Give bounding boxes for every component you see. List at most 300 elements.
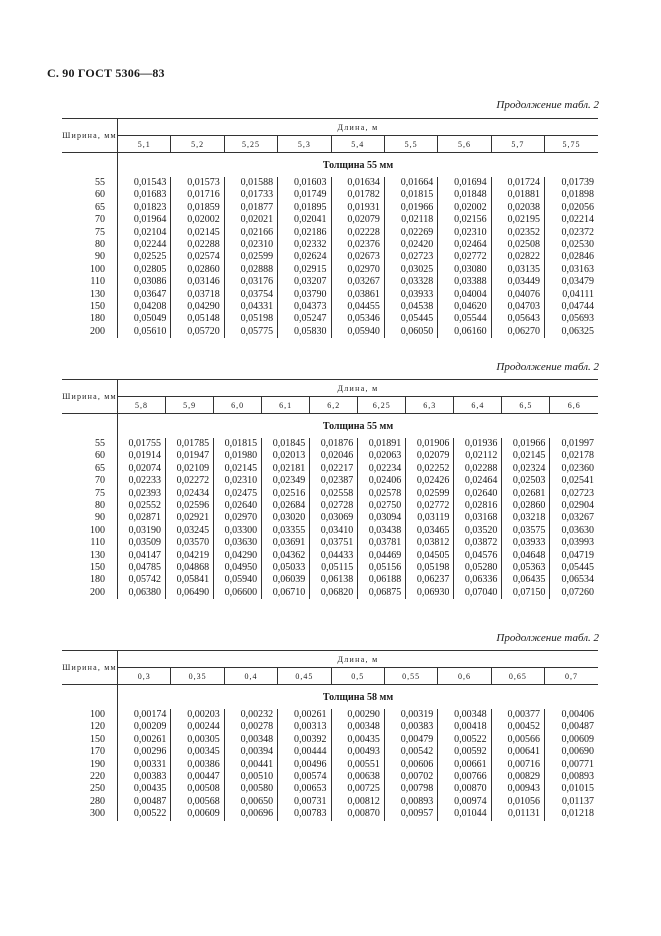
volume-cell: 0,06380 <box>128 586 162 598</box>
volume-cell: 0,00377 <box>491 709 544 721</box>
volume-cell: 0,02426 <box>406 475 454 487</box>
table-row <box>62 734 598 746</box>
volume-cell: 0,05198 <box>224 313 277 325</box>
volume-cell: 0,01881 <box>491 189 544 201</box>
width-cell: 55 <box>62 177 118 189</box>
volume-cell: 0,02244 <box>133 239 167 251</box>
width-cell: 70 <box>62 475 118 487</box>
volume-cell: 0,04147 <box>128 549 162 561</box>
length-value: 6,6 <box>550 397 598 414</box>
width-header: Ширина, мм <box>62 119 118 153</box>
volume-cell: 0,05940 <box>331 326 384 338</box>
volume-cell: 0,02079 <box>406 450 454 462</box>
volume-cell: 0,02475 <box>214 488 262 500</box>
length-header: Длина, м <box>118 380 599 397</box>
volume-cell: 0,00771 <box>545 759 599 771</box>
length-value: 5,1 <box>118 136 171 153</box>
width-cell: 200 <box>62 587 118 599</box>
volume-cell: 0,00444 <box>278 746 331 758</box>
volume-cell: 0,01218 <box>545 808 599 820</box>
length-value: 0,35 <box>171 668 224 685</box>
volume-cell: 0,06050 <box>384 326 437 338</box>
volume-cell: 0,07150 <box>502 587 550 599</box>
volume-cell: 0,00203 <box>171 709 224 721</box>
volume-cell: 0,03993 <box>550 537 598 549</box>
width-cell: 280 <box>62 796 118 808</box>
volume-cell: 0,02332 <box>278 239 331 251</box>
volume-cell: 0,01749 <box>278 189 331 201</box>
volume-cell: 0,03872 <box>454 537 502 549</box>
continuation-label-3: Продолжение табл. 2 <box>496 632 599 644</box>
volume-cell: 0,06600 <box>214 587 262 599</box>
volume-cell: 0,02578 <box>358 488 406 500</box>
volume-cell: 0,00348 <box>224 734 277 746</box>
volume-cell: 0,03933 <box>502 537 550 549</box>
width-cell: 300 <box>62 808 118 820</box>
length-value: 0,65 <box>491 668 544 685</box>
volume-cell: 0,02214 <box>545 214 599 226</box>
volume-cell: 0,03355 <box>262 525 310 537</box>
volume-cell: 0,03388 <box>438 276 491 288</box>
volume-cell: 0,02541 <box>550 475 598 487</box>
length-values-row <box>62 668 598 685</box>
volume-cell: 0,02530 <box>545 239 599 251</box>
volume-cell: 0,00974 <box>438 796 491 808</box>
volume-cell: 0,01634 <box>331 177 384 189</box>
volume-cell: 0,02372 <box>545 227 599 239</box>
volume-cell: 0,03509 <box>128 537 162 549</box>
width-cell: 110 <box>62 537 118 549</box>
volume-cell: 0,03812 <box>406 537 454 549</box>
width-cell: 60 <box>62 189 118 201</box>
table-row <box>62 796 598 808</box>
table-row <box>62 759 598 771</box>
volume-cell: 0,04703 <box>491 301 544 313</box>
volume-cell: 0,00487 <box>545 721 599 733</box>
volume-cell: 0,00766 <box>438 771 491 783</box>
volume-cell: 0,03190 <box>128 524 162 536</box>
volume-cell: 0,00313 <box>278 721 331 733</box>
width-cell: 180 <box>62 574 118 586</box>
length-value: 0,45 <box>278 668 331 685</box>
volume-cell: 0,06039 <box>262 574 310 586</box>
volume-cell: 0,06270 <box>491 326 544 338</box>
volume-cell: 0,02063 <box>358 450 406 462</box>
volume-cell: 0,00702 <box>384 771 437 783</box>
volume-cell: 0,02624 <box>278 251 331 263</box>
volume-cell: 0,02723 <box>384 251 437 263</box>
width-cell: 70 <box>62 214 118 226</box>
volume-cell: 0,07260 <box>550 587 598 599</box>
volume-cell: 0,02041 <box>278 214 331 226</box>
width-cell: 90 <box>62 251 118 263</box>
width-cell: 100 <box>62 264 118 276</box>
table-row <box>62 289 598 301</box>
volume-cell: 0,02387 <box>310 475 358 487</box>
length-value: 6,0 <box>214 397 262 414</box>
volume-cell: 0,03570 <box>166 537 214 549</box>
volume-cell: 0,02013 <box>262 450 310 462</box>
volume-cell: 0,05247 <box>278 313 331 325</box>
length-value: 5,6 <box>438 136 491 153</box>
volume-cell: 0,03933 <box>384 289 437 301</box>
volume-cell: 0,02640 <box>214 500 262 512</box>
volume-cell: 0,05156 <box>358 562 406 574</box>
volume-cell: 0,03020 <box>262 512 310 524</box>
volume-cell: 0,02805 <box>133 263 167 275</box>
volume-cell: 0,01964 <box>133 214 167 226</box>
thickness-label: Толщина 55 мм <box>322 420 394 432</box>
volume-cell: 0,00496 <box>278 759 331 771</box>
volume-cell: 0,04208 <box>133 301 167 313</box>
length-value: 0,55 <box>384 668 437 685</box>
volume-cell: 0,03781 <box>358 537 406 549</box>
volume-cell: 0,05445 <box>384 313 437 325</box>
volume-cell: 0,05445 <box>550 562 598 574</box>
volume-cell: 0,02599 <box>224 251 277 263</box>
volume-cell: 0,00893 <box>545 771 599 783</box>
volume-cell: 0,01859 <box>171 202 224 214</box>
length-value: 5,7 <box>491 136 544 153</box>
volume-cell: 0,04219 <box>166 550 214 562</box>
width-cell: 250 <box>62 783 118 795</box>
volume-cell: 0,02186 <box>278 227 331 239</box>
volume-cell: 0,02310 <box>224 239 277 251</box>
volume-cell: 0,05115 <box>310 562 358 574</box>
volume-cell: 0,00479 <box>384 734 437 746</box>
width-header: Ширина, мм <box>62 651 118 685</box>
volume-cell: 0,05280 <box>454 562 502 574</box>
volume-cell: 0,02145 <box>171 227 224 239</box>
volume-cell: 0,01543 <box>133 177 167 188</box>
width-cell: 90 <box>62 512 118 524</box>
length-value: 6,3 <box>406 397 454 414</box>
volume-cell: 0,02822 <box>491 251 544 263</box>
volume-cell: 0,05363 <box>502 562 550 574</box>
volume-cell: 0,01137 <box>545 796 599 808</box>
volume-cell: 0,05830 <box>278 326 331 338</box>
volume-cell: 0,00296 <box>133 746 167 758</box>
volume-cell: 0,00870 <box>331 808 384 820</box>
volume-cell: 0,00174 <box>133 709 167 720</box>
volume-cell: 0,02860 <box>502 500 550 512</box>
table-row <box>62 512 598 524</box>
table-row <box>62 721 598 733</box>
volume-cell: 0,02420 <box>384 239 437 251</box>
continuation-label-1: Продолжение табл. 2 <box>496 99 599 111</box>
volume-cell: 0,02888 <box>224 264 277 276</box>
volume-cell: 0,00305 <box>171 734 224 746</box>
length-value: 6,25 <box>358 397 406 414</box>
volume-cell: 0,01044 <box>438 808 491 820</box>
volume-cell: 0,00690 <box>545 746 599 758</box>
volume-cell: 0,03479 <box>545 276 599 288</box>
table-row <box>62 550 598 562</box>
volume-cell: 0,03647 <box>133 288 167 300</box>
width-cell: 150 <box>62 301 118 313</box>
volume-cell: 0,05693 <box>545 313 599 325</box>
table-row <box>62 264 598 276</box>
volume-cell: 0,02217 <box>310 463 358 475</box>
volume-cell: 0,02310 <box>438 227 491 239</box>
volume-cell: 0,02145 <box>502 450 550 462</box>
continuation-label-2: Продолжение табл. 2 <box>496 361 599 373</box>
volume-cell: 0,06138 <box>310 574 358 586</box>
volume-cell: 0,00487 <box>133 795 167 807</box>
volume-cell: 0,02516 <box>262 488 310 500</box>
volume-cell: 0,02288 <box>171 239 224 251</box>
volume-cell: 0,01848 <box>438 189 491 201</box>
volume-cell: 0,02021 <box>224 214 277 226</box>
volume-cell: 0,00641 <box>491 746 544 758</box>
table-row <box>62 537 598 549</box>
volume-cell: 0,04950 <box>214 562 262 574</box>
width-cell: 65 <box>62 202 118 214</box>
width-cell: 80 <box>62 500 118 512</box>
volume-cell: 0,03080 <box>438 264 491 276</box>
length-value: 5,9 <box>166 397 214 414</box>
volume-cell: 0,05544 <box>438 313 491 325</box>
volume-cell: 0,03751 <box>310 537 358 549</box>
volume-cell: 0,01936 <box>454 438 502 450</box>
volume-cell: 0,02269 <box>384 227 437 239</box>
volume-table-3 <box>62 650 598 821</box>
table-row <box>62 488 598 500</box>
width-cell: 110 <box>62 276 118 288</box>
volume-table-1 <box>62 118 598 338</box>
volume-cell: 0,02324 <box>502 463 550 475</box>
width-header: Ширина, мм <box>62 380 118 414</box>
volume-cell: 0,05610 <box>133 325 167 337</box>
volume-cell: 0,00609 <box>545 734 599 746</box>
length-value: 0,4 <box>224 668 277 685</box>
length-value: 5,8 <box>118 397 166 414</box>
volume-cell: 0,01782 <box>331 189 384 201</box>
volume-cell: 0,03328 <box>384 276 437 288</box>
width-cell: 100 <box>62 525 118 537</box>
volume-cell: 0,01815 <box>214 438 262 450</box>
length-value: 0,5 <box>331 668 384 685</box>
volume-cell: 0,02288 <box>454 463 502 475</box>
volume-cell: 0,00348 <box>331 721 384 733</box>
volume-cell: 0,04719 <box>550 550 598 562</box>
volume-cell: 0,01947 <box>166 450 214 462</box>
length-value: 6,5 <box>502 397 550 414</box>
length-value: 5,4 <box>331 136 384 153</box>
volume-cell: 0,02464 <box>438 239 491 251</box>
table-row <box>62 562 598 574</box>
volume-cell: 0,07040 <box>454 587 502 599</box>
volume-cell: 0,05775 <box>224 326 277 338</box>
volume-cell: 0,00394 <box>224 746 277 758</box>
thickness-label: Толщина 55 мм <box>322 159 394 171</box>
volume-cell: 0,01785 <box>166 438 214 450</box>
table-row <box>62 326 598 338</box>
volume-cell: 0,03168 <box>454 512 502 524</box>
volume-cell: 0,01716 <box>171 189 224 201</box>
volume-cell: 0,02349 <box>262 475 310 487</box>
volume-cell: 0,00418 <box>438 721 491 733</box>
volume-cell: 0,03790 <box>278 289 331 301</box>
volume-cell: 0,03465 <box>406 525 454 537</box>
length-values-row <box>62 136 598 153</box>
width-cell: 120 <box>62 721 118 733</box>
volume-cell: 0,01895 <box>278 202 331 214</box>
volume-cell: 0,01664 <box>384 177 437 189</box>
volume-cell: 0,00522 <box>133 808 167 820</box>
volume-cell: 0,03410 <box>310 525 358 537</box>
volume-cell: 0,05049 <box>133 313 167 325</box>
volume-cell: 0,01015 <box>545 783 599 795</box>
volume-cell: 0,03691 <box>262 537 310 549</box>
volume-cell: 0,01573 <box>171 177 224 189</box>
volume-cell: 0,03267 <box>550 512 598 524</box>
volume-cell: 0,02074 <box>128 462 162 474</box>
header-row <box>62 119 598 136</box>
volume-cell: 0,04290 <box>171 301 224 313</box>
volume-cell: 0,02079 <box>331 214 384 226</box>
volume-cell: 0,02846 <box>545 251 599 263</box>
volume-cell: 0,04620 <box>438 301 491 313</box>
volume-cell: 0,01694 <box>438 177 491 189</box>
table-row <box>62 239 598 251</box>
length-value: 0,6 <box>438 668 491 685</box>
volume-cell: 0,06435 <box>502 574 550 586</box>
volume-cell: 0,00386 <box>171 759 224 771</box>
table-row <box>62 276 598 288</box>
volume-cell: 0,00829 <box>491 771 544 783</box>
volume-cell: 0,02508 <box>491 239 544 251</box>
volume-cell: 0,00798 <box>384 783 437 795</box>
volume-cell: 0,04469 <box>358 550 406 562</box>
length-value: 5,2 <box>171 136 224 153</box>
width-cell: 150 <box>62 734 118 746</box>
volume-cell: 0,00319 <box>384 709 437 721</box>
volume-cell: 0,03630 <box>214 537 262 549</box>
volume-cell: 0,01906 <box>406 438 454 450</box>
table-row <box>62 783 598 795</box>
volume-cell: 0,00725 <box>331 783 384 795</box>
thickness-row <box>62 153 598 178</box>
volume-cell: 0,03267 <box>331 276 384 288</box>
volume-cell: 0,01845 <box>262 438 310 450</box>
table-row <box>62 475 598 487</box>
volume-cell: 0,00574 <box>278 771 331 783</box>
volume-cell: 0,06875 <box>358 587 406 599</box>
volume-cell: 0,04648 <box>502 550 550 562</box>
volume-cell: 0,03218 <box>502 512 550 524</box>
volume-cell: 0,02109 <box>166 463 214 475</box>
table-row <box>62 214 598 226</box>
table-row <box>62 177 598 189</box>
volume-cell: 0,06160 <box>438 326 491 338</box>
volume-cell: 0,02860 <box>171 264 224 276</box>
volume-cell: 0,04455 <box>331 301 384 313</box>
volume-cell: 0,02728 <box>310 500 358 512</box>
volume-cell: 0,02272 <box>166 475 214 487</box>
volume-cell: 0,02558 <box>310 488 358 500</box>
volume-cell: 0,00278 <box>224 721 277 733</box>
volume-cell: 0,06490 <box>166 587 214 599</box>
thickness-label: Толщина 58 мм <box>322 691 394 703</box>
volume-cell: 0,06188 <box>358 574 406 586</box>
width-cell: 75 <box>62 488 118 500</box>
volume-cell: 0,01755 <box>128 438 162 449</box>
volume-cell: 0,01815 <box>384 189 437 201</box>
volume-cell: 0,00508 <box>171 783 224 795</box>
length-value: 5,3 <box>278 136 331 153</box>
volume-cell: 0,04576 <box>454 550 502 562</box>
volume-cell: 0,02166 <box>224 227 277 239</box>
length-value: 0,7 <box>545 668 599 685</box>
volume-cell: 0,00957 <box>384 808 437 820</box>
volume-cell: 0,05940 <box>214 574 262 586</box>
volume-cell: 0,03135 <box>491 264 544 276</box>
volume-cell: 0,02816 <box>454 500 502 512</box>
volume-cell: 0,00542 <box>384 746 437 758</box>
volume-cell: 0,00290 <box>331 709 384 721</box>
length-value: 6,2 <box>310 397 358 414</box>
volume-cell: 0,00452 <box>491 721 544 733</box>
volume-cell: 0,00716 <box>491 759 544 771</box>
volume-cell: 0,04076 <box>491 289 544 301</box>
page-header: С. 90 ГОСТ 5306—83 <box>47 66 165 80</box>
volume-cell: 0,02503 <box>502 475 550 487</box>
volume-cell: 0,01877 <box>224 202 277 214</box>
volume-cell: 0,03146 <box>171 276 224 288</box>
volume-cell: 0,01980 <box>214 450 262 462</box>
volume-cell: 0,02376 <box>331 239 384 251</box>
volume-cell: 0,00568 <box>171 796 224 808</box>
table-row <box>62 587 598 599</box>
volume-cell: 0,00943 <box>491 783 544 795</box>
volume-cell: 0,03069 <box>310 512 358 524</box>
volume-cell: 0,02181 <box>262 463 310 475</box>
volume-cell: 0,03520 <box>454 525 502 537</box>
length-value: 0,3 <box>118 668 171 685</box>
volume-cell: 0,00261 <box>133 733 167 745</box>
volume-cell: 0,01588 <box>224 177 277 189</box>
volume-cell: 0,02921 <box>166 512 214 524</box>
width-cell: 190 <box>62 759 118 771</box>
volume-cell: 0,03025 <box>384 264 437 276</box>
volume-cell: 0,02772 <box>438 251 491 263</box>
volume-cell: 0,01891 <box>358 438 406 450</box>
volume-cell: 0,03300 <box>214 525 262 537</box>
volume-cell: 0,00435 <box>331 734 384 746</box>
volume-cell: 0,01683 <box>133 189 167 201</box>
volume-cell: 0,03861 <box>331 289 384 301</box>
volume-cell: 0,05841 <box>166 574 214 586</box>
table-row <box>62 301 598 313</box>
volume-cell: 0,00592 <box>438 746 491 758</box>
volume-cell: 0,00609 <box>171 808 224 820</box>
volume-cell: 0,02596 <box>166 500 214 512</box>
volume-cell: 0,02434 <box>166 488 214 500</box>
volume-cell: 0,01966 <box>502 438 550 450</box>
volume-cell: 0,01823 <box>133 201 167 213</box>
volume-cell: 0,00566 <box>491 734 544 746</box>
volume-cell: 0,00493 <box>331 746 384 758</box>
table-row <box>62 313 598 325</box>
volume-cell: 0,03094 <box>358 512 406 524</box>
volume-cell: 0,02406 <box>358 475 406 487</box>
length-value: 6,1 <box>262 397 310 414</box>
width-cell: 60 <box>62 450 118 462</box>
volume-cell: 0,00441 <box>224 759 277 771</box>
header-row <box>62 380 598 397</box>
volume-cell: 0,02525 <box>133 251 167 263</box>
